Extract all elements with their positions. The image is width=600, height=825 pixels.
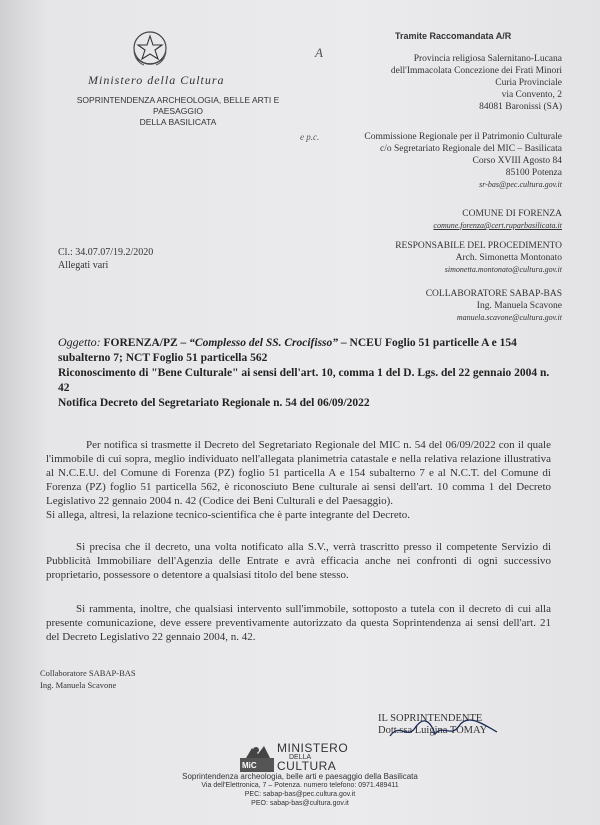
body-paragraph-1 [46,438,551,522]
signer-name: Dott.ssa Luigina TOMAY [378,725,488,736]
recipient-line-3: Curia Provinciale [495,78,562,88]
footer-ministry-text [277,741,349,773]
ministry-name: Ministero della Cultura [88,73,225,87]
collaborator-title: Collaboratore SABAP-BAS [40,668,136,678]
cc1-line-3: Corso XVIII Agosto 84 [472,156,562,166]
subject-label: Oggetto: [58,335,101,349]
cc2-email: comune.forenza@cert.ruparbasilicata.it [433,221,562,230]
cc1-line-2: c/o Segretariato Regionale del MIC – Basilicata [379,144,562,154]
footer-line-3: PEC: sabap-bas@pec.cultura.gov.it [244,791,356,798]
classification-code: Cl.: 34.07.07/19.2/2020 [58,247,154,258]
subject-line-1 [58,335,550,366]
handwritten-mark: A [315,45,323,60]
footer-logo-line-1: MINISTERO [277,741,349,755]
footer [150,772,450,808]
collaborator-block [40,667,136,691]
recipient-line-4: via Convento, 2 [501,90,562,100]
office-line-2: DELLA BASILICATA [139,117,217,127]
cc3-title: RESPONSABILE DEL PROCEDIMENTO [395,241,562,251]
paragraph-1b-text: Si allega, altresì, la relazione tecnico-scientifica che è parte integrante del Decreto. [46,509,411,521]
footer-line-4: PEO: sabap-bas@cultura.gov.it [251,800,349,807]
signer-title: IL SOPRINTENDENTE [378,713,483,724]
subject-complex-name: “Complesso del SS. Crocifisso” [189,337,339,349]
cc3-email: simonetta.montonato@cultura.gov.it [444,265,562,274]
italian-emblem-icon [130,28,170,70]
cc4-email: manuela.scavone@cultura.gov.it [456,313,562,322]
delivery-method: Tramite Raccomandata A/R [395,31,512,41]
cc2-name: COMUNE DI FORENZA [462,209,562,219]
cc4-title: COLLABORATORE SABAP-BAS [425,289,562,299]
subject-block [58,335,550,411]
cc-commission [272,131,562,191]
cc-label: e p.c. [300,132,320,142]
cc-responsabile [302,240,562,276]
cc-comune [302,208,562,232]
paragraph-1-text: Per notifica si trasmette il Decreto del Segretariato Regionale del MIC n. 54 del 06/09/2022 con il quale l'immobile di cui sopra, meglio individuato nell'allegata planimetria catastale e nella relativa relazione illustrativa al N.C.E.U. del Comune di Forenza (PZ) foglio 51 particella A e 154 subalterno 7 e al N.C.T. del Comune di Forenza (PZ) foglio 51 particella 562, è riconosciuto Bene culturale ai sensi dell'art. 10 comma 1 del Decreto Legislativo 22 gennaio 2004 n. 42 (Codice dei Beni Culturali e del Paesaggio). [46,439,551,507]
subject-line-2: Riconoscimento di "Bene Culturale" ai sensi dell'art. 10, comma 1 del D. Lgs. del 22 gennaio 2004 n. 42 [58,367,550,394]
recipient-line-5: 84081 Baronissi (SA) [479,102,562,112]
cc1-line-4: 85100 Potenza [505,168,562,178]
collaborator-name: Ing. Manuela Scavone [40,680,117,690]
recipient-address [262,53,562,113]
handwritten-signature-icon [385,718,505,742]
cc1-email: sr-bas@pec.cultura.gov.it [479,180,562,189]
protocol-info [58,246,153,272]
attachments-note: Allegati vari [58,260,109,271]
subject-place: FORENZA/PZ – [103,337,190,349]
cc3-name: Arch. Simonetta Montonato [455,253,562,263]
body-paragraph-3: Si rammenta, inoltre, che qualsiasi intervento sull'immobile, sottoposto a tutela con il decreto di cui alla presente comunicazione, deve essere preventivamente autorizzato da questa Soprintendenza ai sensi dell'art. 21 del Decreto Legislativo 22 gennaio 2004, n. 42. [46,603,551,643]
recipient-line-2: dell'Immacolata Concezione dei Frati Minori [390,66,562,76]
recipient-line-1: Provincia religiosa Salernitano-Lucana [413,54,562,64]
body-paragraph-2: Si precisa che il decreto, una volta notificato alla S.V., verrà trascritto presso il competente Servizio di Pubblicità Immobiliare dell'Agenzia delle Entrate e avrà efficacia anche nei confronti di ogni successivo proprietario, possessore o detentore a qualsiasi titolo del bene stesso. [46,541,551,581]
footer-logo-line-2: DELLA [289,754,312,761]
mic-badge: MiC [242,761,257,770]
subject-line-3: Notifica Decreto del Segretariato Regionale n. 54 del 06/09/2022 [58,397,370,409]
subject-cadastral: – NCEU Foglio 51 particelle A e 154 subalterno 7; NCT Foglio 51 particella 562 [58,337,517,364]
cc1-line-1: Commissione Regionale per il Patrimonio Culturale [364,132,562,142]
footer-line-1: Soprintendenza archeologia, belle arti e paesaggio della Basilicata [182,772,418,781]
footer-line-2: Via dell'Elettronica, 7 – Potenza. numero telefono: 0971.489411 [201,782,399,789]
cc4-name: Ing. Manuela Scavone [476,301,562,311]
office-line-1: SOPRINTENDENZA ARCHEOLOGIA, BELLE ARTI E PAESAGGIO [76,95,280,116]
cc-collaboratore [302,288,562,324]
footer-logo-line-3: CULTURA [277,759,337,773]
